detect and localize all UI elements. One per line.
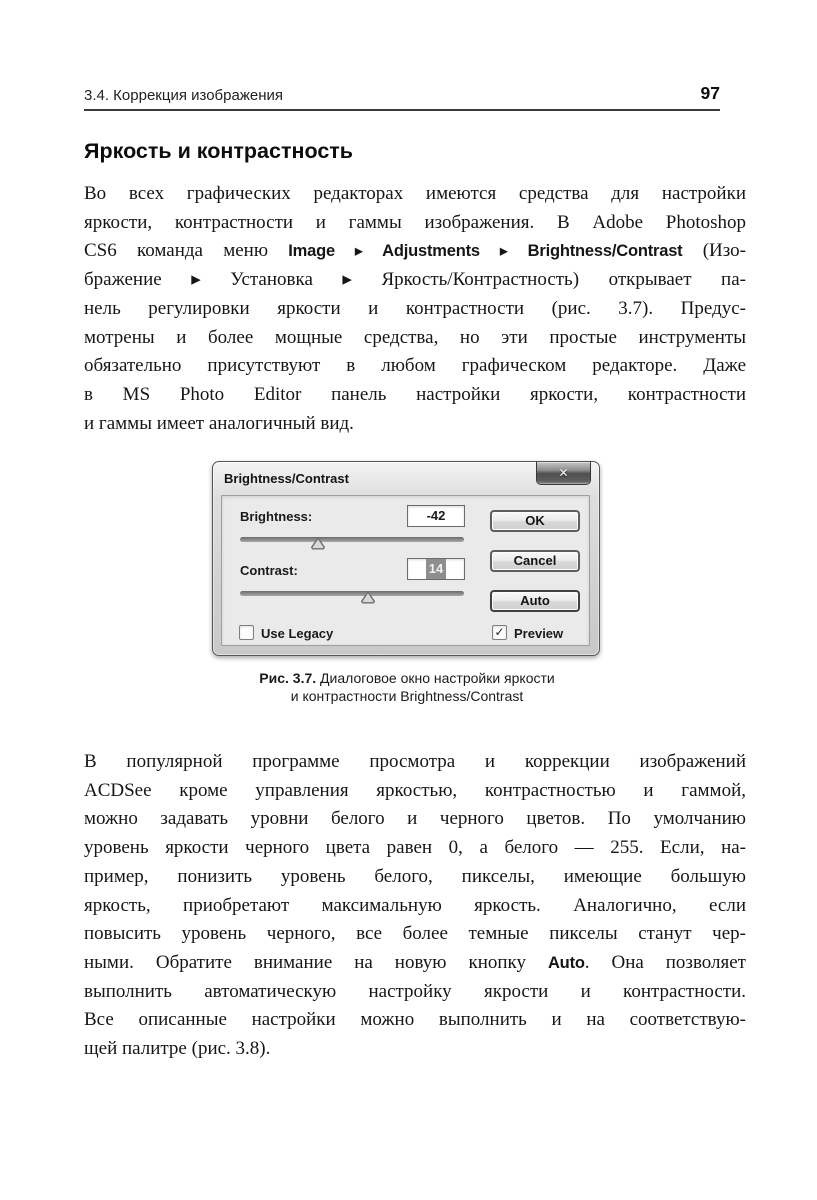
text-line (84, 180, 746, 209)
slider-thumb-icon (360, 591, 375, 604)
text-segment: Все описанные настройки можно выполнить и на соответствую- (84, 1009, 746, 1030)
dialog-title: Brightness/Contrast (224, 471, 349, 486)
text-segment: в MS Photo Editor панель настройки яркости, контрастности (84, 383, 746, 405)
caption-line (77, 669, 737, 687)
running-header (84, 83, 720, 104)
text-segment: Во всех графических редакторах имеются средства для настройки (84, 183, 746, 204)
text-line (84, 748, 746, 777)
text-segment: Диалоговое окно настройки яркости (316, 670, 555, 686)
text-segment: Image ▸ Adjustments ▸ Brightness/Contrast (288, 242, 683, 261)
text-line (84, 352, 746, 381)
text-line (84, 920, 746, 949)
body-paragraph-3 (84, 1006, 746, 1063)
body-paragraph-2 (84, 748, 746, 1006)
ok-button[interactable]: OK (490, 510, 580, 532)
text-segment: Auto (547, 953, 585, 972)
text-line (84, 1006, 746, 1035)
body-paragraph-1 (84, 180, 746, 438)
text-line (84, 805, 746, 834)
text-segment: и гаммы имеет аналогичный вид. (84, 412, 354, 434)
text-segment: щей палитре (рис. 3.8). (84, 1037, 271, 1059)
text-line (84, 381, 746, 410)
text-line (84, 237, 746, 266)
text-line (84, 209, 746, 238)
text-line (84, 892, 746, 921)
text-line (84, 978, 746, 1007)
brightness-label: Brightness: (240, 509, 313, 524)
text-line (84, 777, 746, 806)
text-line (84, 1035, 746, 1064)
page-number: 97 (700, 83, 720, 103)
text-segment: выполнить автоматическую настройку якрости и контрастности. (84, 980, 746, 1002)
contrast-label: Contrast: (240, 563, 298, 578)
text-segment: уровень яркости черного цвета равен 0, а белого — 255. Если, на- (84, 837, 746, 859)
contrast-input[interactable] (407, 558, 465, 580)
close-button[interactable] (536, 461, 591, 485)
text-segment: яркость, приобретают максимальную яркость. Аналогично, если (84, 894, 746, 916)
contrast-slider[interactable] (240, 591, 464, 596)
text-line (84, 410, 746, 439)
contrast-slider-thumb[interactable] (360, 591, 375, 604)
brightness-slider-thumb[interactable] (311, 537, 326, 550)
text-line (84, 863, 746, 892)
preview-checkbox[interactable]: ✓ (492, 625, 507, 640)
text-segment: . Она позволяет (584, 951, 746, 973)
text-segment: В популярной программе просмотра и коррекции изображений (84, 751, 746, 772)
text-segment: повысить уровень черного, все более темные пикселы станут чер- (84, 923, 746, 945)
text-segment: CS6 команда меню (84, 240, 289, 262)
text-segment: яркости, контрастности и гаммы изображения. В Adobe Photoshop (84, 211, 746, 233)
use-legacy-label: Use Legacy (261, 626, 334, 641)
brightness-slider[interactable] (240, 537, 464, 542)
brightness-value: -42 (426, 508, 446, 523)
figure-caption (77, 669, 737, 705)
text-segment: (Изо- (682, 240, 746, 262)
dialog-body (221, 495, 590, 646)
text-line (84, 834, 746, 863)
brightness-contrast-dialog (212, 461, 600, 656)
section-heading: Яркость и контрастность (84, 139, 354, 163)
text-line (84, 324, 746, 353)
text-segment: мотрены и более мощные средства, но эти простые инструменты (84, 326, 746, 348)
text-line (84, 295, 746, 324)
close-icon: ✕ (558, 466, 569, 480)
text-segment: Рис. 3.7. (259, 670, 317, 686)
text-segment: нель регулировки яркости и контрастности (рис. 3.7). Предус- (84, 297, 746, 319)
text-line (84, 949, 746, 978)
use-legacy-checkbox[interactable] (239, 625, 254, 640)
header-divider (84, 109, 720, 111)
text-segment: можно задавать уровни белого и черного цветов. По умолчанию (84, 808, 746, 830)
caption-line (77, 687, 737, 705)
auto-button[interactable]: Auto (490, 590, 580, 612)
text-segment: бражение ▸ Установка ▸ Яркость/Контрастность) открывает па- (84, 269, 746, 291)
brightness-input[interactable] (407, 505, 465, 527)
text-segment: пример, понизить уровень белого, пикселы, имеющие большую (84, 865, 746, 887)
preview-label: Preview (514, 626, 564, 641)
text-segment: ACDSee кроме управления яркостью, контрастностью и гаммой, (84, 779, 746, 801)
text-segment: и контрастности Brightness/Contrast (290, 688, 524, 704)
text-segment: обязательно присутствуют в любом графическом редакторе. Даже (84, 355, 746, 377)
contrast-value: 14 (426, 559, 446, 579)
text-line (84, 266, 746, 295)
header-section-title: 3.4. Коррекция изображения (84, 87, 283, 104)
text-segment: ными. Обратите внимание на новую кнопку (84, 951, 548, 973)
slider-thumb-icon (311, 537, 326, 550)
cancel-button[interactable]: Cancel (490, 550, 580, 572)
